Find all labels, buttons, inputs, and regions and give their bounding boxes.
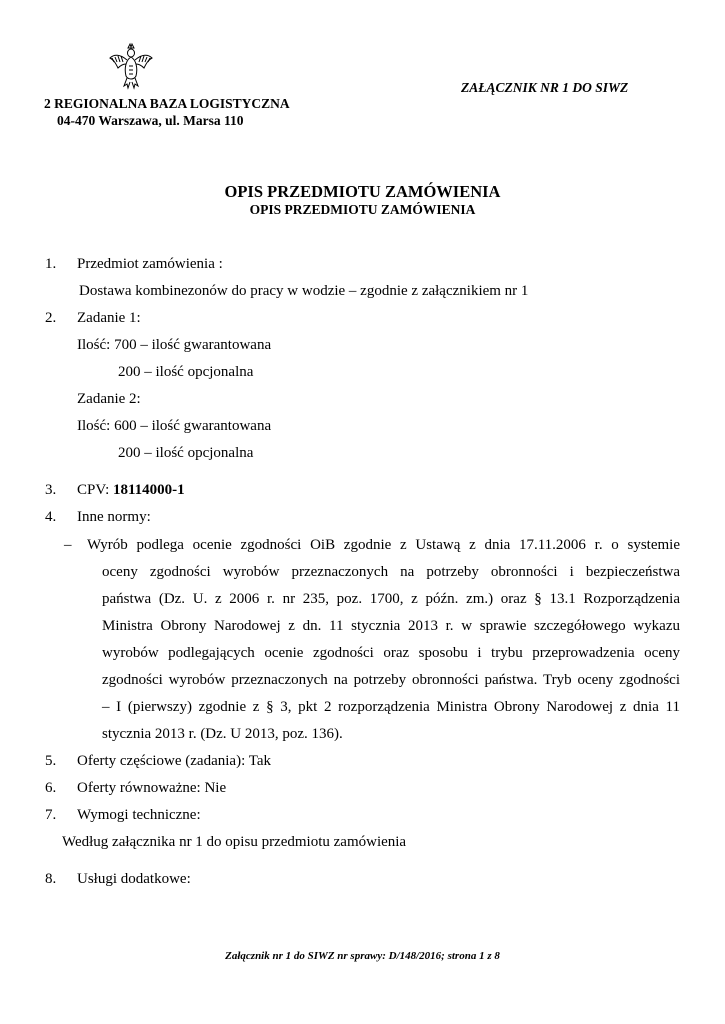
item-4-label: Inne normy: <box>77 509 151 525</box>
item-1-label: Przedmiot zamówienia : <box>77 256 223 272</box>
polish-eagle-emblem-icon <box>108 42 154 92</box>
page-title: OPIS PRZEDMIOTU ZAMÓWIENIA <box>224 182 501 201</box>
item-6-label: Oferty równoważne: Nie <box>77 780 227 796</box>
item-1-number: 1. <box>45 256 57 272</box>
item-3-cpv <box>77 482 185 499</box>
page-footer: Załącznik nr 1 do SIWZ nr sprawy: D/148/2016; strona 1 z 8 <box>225 950 500 962</box>
item-4-number: 4. <box>45 509 57 525</box>
attachment-label: ZAŁĄCZNIK NR 1 DO SIWZ <box>461 80 629 95</box>
item-2-label: Zadanie 1: <box>77 310 141 326</box>
organization-address: 04-470 Warszawa, ul. Marsa 110 <box>57 113 244 128</box>
task-2-optional: 200 – ilość opcjonalna <box>118 445 254 461</box>
task-2-guaranteed: Ilość: 600 – ilość gwarantowana <box>77 418 272 434</box>
norms-paragraph-line: państwa (Dz. U. z 2006 r. nr 235, poz. 1700, z późn. zm.) oraz § 13.1 Rozporządzenia <box>102 591 680 607</box>
item-3-number: 3. <box>45 482 57 498</box>
norms-paragraph-line: oceny zgodności wyrobów przeznaczonych na potrzeby obronności i bezpieczeństwa <box>102 564 680 580</box>
cpv-code: 18114000-1 <box>112 482 185 498</box>
bullet-dash: – <box>64 537 72 553</box>
norms-paragraph-line: Wyrób podlega ocenie zgodności OiB zgodnie z Ustawą z dnia 17.11.2006 r. o systemie <box>87 537 680 553</box>
organization-name: 2 REGIONALNA BAZA LOGISTYCZNA <box>44 96 290 111</box>
item-7-number: 7. <box>45 807 57 823</box>
item-2-number: 2. <box>45 310 57 326</box>
item-5-label: Oferty częściowe (zadania): Tak <box>77 753 271 769</box>
item-6-number: 6. <box>45 780 57 796</box>
norms-paragraph-line: Ministra Obrony Narodowej z dn. 11 stycznia 2013 r. w sprawie szczegółowego wykazu <box>102 618 680 634</box>
item-7-detail: Według załącznika nr 1 do opisu przedmiotu zamówienia <box>62 834 407 850</box>
item-5-number: 5. <box>45 753 57 769</box>
item-8-label: Usługi dodatkowe: <box>77 871 191 887</box>
task-1-guaranteed: Ilość: 700 – ilość gwarantowana <box>77 337 272 353</box>
norms-paragraph-line: wyrobów podlegających ocenie zgodności oraz sposobu i trybu przeprowadzenia oceny <box>102 645 680 661</box>
item-1-detail: Dostawa kombinezonów do pracy w wodzie – zgodnie z załącznikiem nr 1 <box>79 283 529 299</box>
item-8-number: 8. <box>45 871 57 887</box>
page-subtitle: OPIS PRZEDMIOTU ZAMÓWIENIA <box>249 202 476 217</box>
cpv-label: CPV: <box>77 482 113 498</box>
norms-paragraph-line: – I (pierwszy) zgodnie z § 3, pkt 2 rozporządzenia Ministra Obrony Narodowej z dnia 11 <box>102 699 680 715</box>
task-1-optional: 200 – ilość opcjonalna <box>118 364 254 380</box>
item-7-label: Wymogi techniczne: <box>77 807 201 823</box>
task-2-label: Zadanie 2: <box>77 391 141 407</box>
norms-paragraph-line: zgodności wyrobów przeznaczonych na potrzeby obronności państwa. Tryb oceny zgodności <box>102 672 680 688</box>
norms-paragraph-line: stycznia 2013 r. (Dz. U 2013, poz. 136). <box>102 726 343 742</box>
